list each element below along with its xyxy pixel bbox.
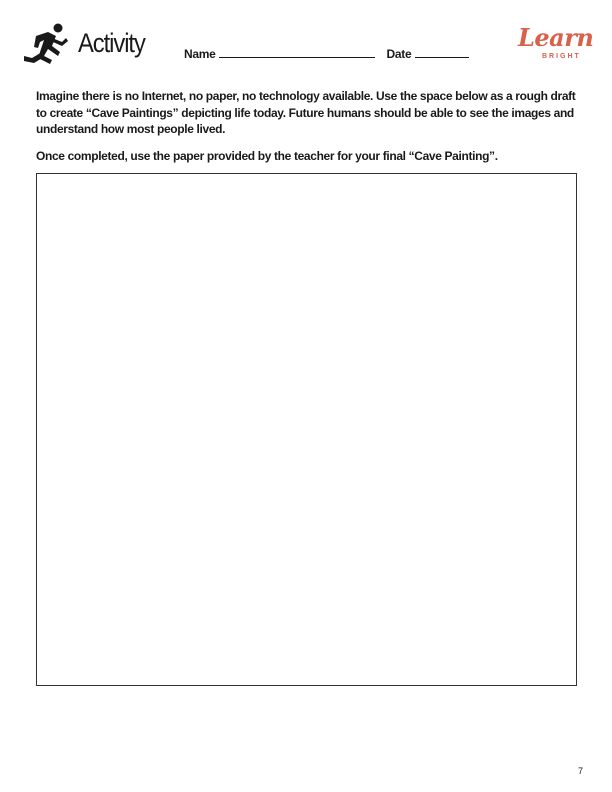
worksheet-header (0, 0, 612, 80)
page-number: 7 (578, 766, 584, 776)
name-label: Name (184, 47, 216, 61)
logo-subword: BRIGHT (542, 53, 581, 60)
learn-bright-logo (518, 23, 594, 66)
running-person-icon (22, 22, 70, 66)
date-label: Date (386, 47, 412, 61)
name-field[interactable] (219, 46, 375, 58)
completion-instructions: Once completed, use the paper provided by the teacher for your final “Cave Painting”. (36, 149, 498, 163)
instructions-paragraph: Imagine there is no Internet, no paper, no technology available. Use the space below as a rough draft to create “Cave Paintings” depicting life today. Future humans should be able to see the images and understand how most people lived. (36, 89, 576, 136)
drawing-area[interactable] (36, 173, 577, 686)
name-date-fields (184, 46, 469, 61)
activity-title: Activity (78, 28, 145, 58)
logo-word: Learn (518, 23, 594, 52)
date-field[interactable] (415, 46, 469, 58)
